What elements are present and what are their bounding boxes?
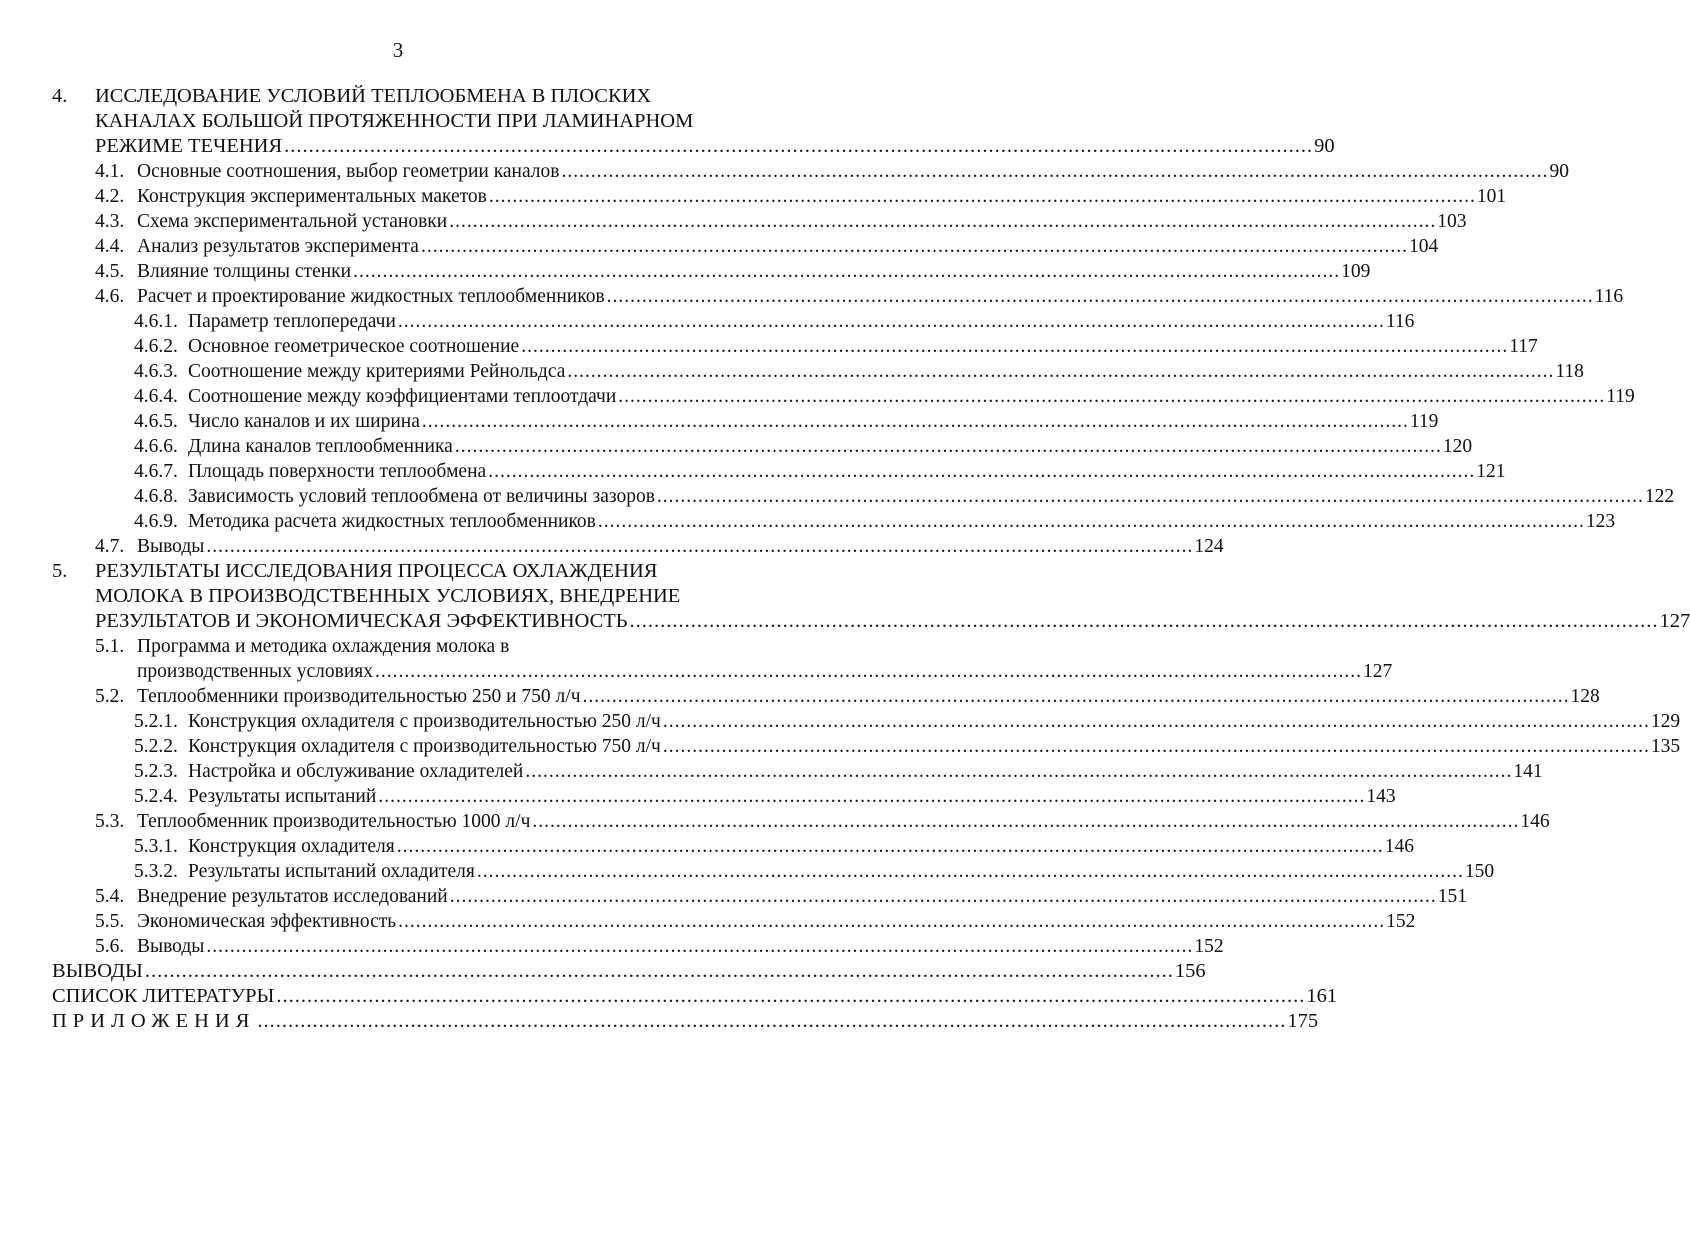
toc-page-number: 124	[1194, 536, 1224, 557]
toc-section-number: 5.2.2.	[134, 736, 178, 757]
toc-page-number: 103	[1437, 211, 1467, 232]
toc-chapter-title: РЕЗУЛЬТАТЫ ИССЛЕДОВАНИЯ ПРОЦЕССА ОХЛАЖДЕНИЯ	[95, 560, 658, 582]
toc-entry-5-5	[52, 909, 1416, 934]
toc-chapter-5-line2	[52, 584, 752, 609]
toc-chapter-4-line3	[52, 134, 1335, 159]
toc-entry-leader	[137, 259, 1371, 284]
toc-entry-title: Основное геометрическое соотношение	[188, 336, 520, 357]
toc-entry-leader	[137, 184, 1507, 209]
toc-entry-title: Результаты испытаний	[188, 786, 377, 807]
toc-section-number: 5.2.4.	[134, 786, 178, 807]
leader-dots: ........................................................................................................................................................................	[257, 1010, 1287, 1032]
toc-page-number: 119	[1409, 411, 1439, 432]
leader-dots: ........................................................................................................................................................................	[662, 736, 1650, 757]
toc-entry-title: Параметр теплопередачи	[188, 311, 396, 332]
table-of-contents	[52, 84, 1690, 1034]
toc-section-number: 4.6.6.	[134, 436, 178, 457]
toc-page-number: 175	[1287, 1010, 1319, 1032]
toc-page-number: 122	[1644, 486, 1675, 507]
toc-section-number: 4.6.2.	[134, 336, 178, 357]
toc-entry-5-6	[52, 934, 1224, 959]
toc-entry-title: ВЫВОДЫ	[52, 960, 143, 982]
toc-chapter-4-line2	[52, 109, 752, 134]
toc-entry-title: Расчет и проектирование жидкостных теплообменников	[137, 286, 605, 307]
toc-entry-title: Соотношение между коэффициентами теплоотдачи	[188, 386, 617, 407]
leader-dots: ........................................................................................................................................................................	[397, 311, 1385, 332]
toc-section-number: 4.1.	[95, 161, 125, 182]
toc-entry-title: Программа и методика охлаждения молока в	[137, 636, 510, 657]
toc-page-number: 161	[1306, 985, 1338, 1007]
leader-dots: ........................................................................................................................................................................	[561, 161, 1549, 182]
leader-dots: ........................................................................................................................................................................	[488, 186, 1476, 207]
toc-entry-title: Площадь поверхности теплообмена	[188, 461, 487, 482]
toc-section-number: 4.2.	[95, 186, 125, 207]
toc-chapter-title: РЕЖИМЕ ТЕЧЕНИЯ	[95, 135, 283, 157]
toc-entry-title: Схема экспериментальной установки	[137, 211, 448, 232]
toc-entry-4-6-7	[52, 459, 1506, 484]
toc-page-number: 109	[1341, 261, 1371, 282]
toc-page-number: 141	[1513, 761, 1543, 782]
toc-entry-leader	[137, 234, 1439, 259]
toc-entry-5-2-3	[52, 759, 1543, 784]
toc-section-number: 4.5.	[95, 261, 125, 282]
toc-entry-title: Результаты испытаний охладителя	[188, 861, 475, 882]
toc-entry-5-1-line1	[52, 634, 752, 659]
leader-dots: ........................................................................................................................................................................	[532, 811, 1520, 832]
leader-dots: ........................................................................................................................................................................	[521, 336, 1509, 357]
toc-entry-leader	[188, 359, 1584, 384]
toc-entry-4-1	[52, 159, 1569, 184]
toc-entry-title: Конструкция охладителя	[188, 836, 395, 857]
toc-entry-leader	[188, 734, 1681, 759]
toc-entry-5-2-4	[52, 784, 1396, 809]
toc-section-number: 4.6.	[95, 286, 125, 307]
toc-entry-leader	[137, 909, 1416, 934]
toc-entry-title: Теплообменники производительностью 250 и 750 л/ч	[137, 686, 581, 707]
toc-page-number: 152	[1386, 911, 1416, 932]
leader-dots: ........................................................................................................................................................................	[618, 386, 1606, 407]
toc-entry-title: Конструкция экспериментальных макетов	[137, 186, 487, 207]
toc-entry-title: ПРИЛОЖЕНИЯ	[52, 1010, 256, 1032]
leader-dots: ........................................................................................................................................................................	[284, 135, 1314, 157]
toc-entry-title: Анализ результатов эксперимента	[137, 236, 419, 257]
leader-dots: ........................................................................................................................................................................	[606, 286, 1594, 307]
toc-entry-4-6-1	[52, 309, 1415, 334]
toc-entry-leader	[137, 884, 1467, 909]
toc-entry-leader	[188, 384, 1635, 409]
leader-dots: ........................................................................................................................................................................	[206, 536, 1194, 557]
toc-section-number: 4.6.3.	[134, 361, 178, 382]
toc-page-number: 143	[1366, 786, 1396, 807]
toc-entry-title: Выводы	[137, 536, 205, 557]
toc-chapter-title: МОЛОКА В ПРОИЗВОДСТВЕННЫХ УСЛОВИЯХ, ВНЕДРЕНИЕ	[95, 585, 681, 607]
leader-dots: ........................................................................................................................................................................	[276, 985, 1306, 1007]
leader-dots: ........................................................................................................................................................................	[597, 511, 1585, 532]
toc-entry-leader	[52, 1009, 1319, 1034]
leader-dots: ........................................................................................................................................................................	[656, 486, 1644, 507]
toc-page-number: 101	[1476, 186, 1507, 207]
toc-entry-leader	[188, 459, 1506, 484]
toc-entry-title: Настройка и обслуживание охладителей	[188, 761, 524, 782]
leader-dots: ........................................................................................................................................................................	[582, 686, 1570, 707]
toc-entry-leader	[188, 709, 1681, 734]
toc-entry-title: Теплообменник производительностью 1000 л/ч	[137, 811, 531, 832]
toc-page-number: 146	[1520, 811, 1550, 832]
toc-page-number: 151	[1437, 886, 1467, 907]
toc-entry-leader	[137, 534, 1224, 559]
toc-entry-leader	[137, 684, 1600, 709]
toc-entry-title: Конструкция охладителя с производительностью 750 л/ч	[188, 736, 661, 757]
toc-entry-4-7	[52, 534, 1224, 559]
toc-entry-leader	[188, 484, 1675, 509]
page-number: 3	[392, 38, 404, 62]
toc-section-number: 5.1.	[95, 636, 125, 657]
toc-entry-4-6-5	[52, 409, 1439, 434]
toc-chapter-title: РЕЗУЛЬТАТОВ И ЭКОНОМИЧЕСКАЯ ЭФФЕКТИВНОСТЬ	[95, 610, 628, 632]
toc-section-number: 4.3.	[95, 211, 125, 232]
toc-entry-title: Конструкция охладителя с производительностью 250 л/ч	[188, 711, 661, 732]
toc-page-number: 116	[1594, 286, 1624, 307]
toc-page-number: 123	[1585, 511, 1616, 532]
toc-entry-title: Внедрение результатов исследований	[137, 886, 448, 907]
toc-entry-title: Экономическая эффективность	[137, 911, 397, 932]
toc-entry-leader	[137, 659, 1393, 684]
toc-section-number: 4.4.	[95, 236, 125, 257]
leader-dots: ........................................................................................................................................................................	[375, 661, 1363, 682]
leader-dots: ........................................................................................................................................................................	[421, 411, 1409, 432]
toc-entry-leader	[52, 959, 1206, 984]
toc-chapter-5-line3	[52, 609, 1690, 634]
toc-page-number: 127	[1363, 661, 1393, 682]
toc-section-number: 4.6.9.	[134, 511, 178, 532]
toc-page-number: 135	[1650, 736, 1681, 757]
toc-entry-title: Число каналов и их ширина	[188, 411, 420, 432]
toc-chapter-title: ИССЛЕДОВАНИЕ УСЛОВИЙ ТЕПЛООБМЕНА В ПЛОСКИХ	[95, 85, 652, 107]
toc-page-number: 90	[1314, 135, 1335, 157]
toc-entry-leader	[188, 759, 1543, 784]
toc-entry-5-3-2	[52, 859, 1495, 884]
toc-entry-leader	[188, 434, 1473, 459]
toc-entry-title: СПИСОК ЛИТЕРАТУРЫ	[52, 985, 275, 1007]
leader-dots: ........................................................................................................................................................................	[206, 936, 1194, 957]
toc-section-number: 4.7.	[95, 536, 125, 557]
leader-dots: ........................................................................................................................................................................	[454, 436, 1442, 457]
leader-dots: ........................................................................................................................................................................	[420, 236, 1408, 257]
toc-entry-title: Методика расчета жидкостных теплообменников	[188, 511, 596, 532]
toc-page-number: 119	[1606, 386, 1635, 407]
toc-section-number: 5.3.1.	[134, 836, 178, 857]
toc-chapter-5-line1	[52, 559, 752, 584]
toc-entry-title: Влияние толщины стенки	[137, 261, 352, 282]
toc-entry-4-6-4	[52, 384, 1635, 409]
toc-section-number: 5.2.3.	[134, 761, 178, 782]
toc-entry-4-6-8	[52, 484, 1675, 509]
toc-entry-4-6-3	[52, 359, 1584, 384]
toc-entry-4-5	[52, 259, 1371, 284]
toc-entry-appendices	[52, 1009, 1319, 1034]
toc-entry-leader	[137, 284, 1624, 309]
toc-entry-leader	[137, 159, 1569, 184]
toc-page-number: 128	[1570, 686, 1600, 707]
toc-entry-leader	[188, 409, 1439, 434]
toc-page-number: 121	[1476, 461, 1506, 482]
toc-chapter-number: 4.	[52, 85, 68, 107]
toc-section-number: 5.3.2.	[134, 861, 178, 882]
toc-entry-leader	[95, 134, 1335, 159]
toc-page-number: 129	[1650, 711, 1681, 732]
toc-entry-4-6-2	[52, 334, 1538, 359]
toc-entry-5-2-2	[52, 734, 1681, 759]
toc-entry-leader	[188, 334, 1538, 359]
toc-entry-leader	[137, 809, 1550, 834]
leader-dots: ........................................................................................................................................................................	[567, 361, 1555, 382]
toc-entry-references	[52, 984, 1338, 1009]
toc-section-number: 4.6.1.	[134, 311, 178, 332]
toc-entry-leader	[52, 984, 1338, 1009]
toc-section-number: 5.5.	[95, 911, 125, 932]
toc-entry-5-1-line2	[52, 659, 1393, 684]
toc-entry-4-6-9	[52, 509, 1616, 534]
toc-entry-4-6-6	[52, 434, 1473, 459]
leader-dots: ........................................................................................................................................................................	[378, 786, 1366, 807]
toc-page-number: 104	[1408, 236, 1439, 257]
toc-entry-5-4	[52, 884, 1467, 909]
toc-page-number: 150	[1464, 861, 1495, 882]
leader-dots: ........................................................................................................................................................................	[449, 211, 1437, 232]
toc-page-number: 90	[1549, 161, 1569, 182]
toc-entry-leader	[188, 834, 1414, 859]
leader-dots: ........................................................................................................................................................................	[488, 461, 1476, 482]
toc-entry-4-2	[52, 184, 1507, 209]
toc-page-number: 120	[1442, 436, 1473, 457]
toc-entry-4-4	[52, 234, 1439, 259]
toc-entry-title: Соотношение между критериями Рейнольдса	[188, 361, 566, 382]
toc-page-number: 118	[1555, 361, 1584, 382]
toc-section-number: 5.2.	[95, 686, 125, 707]
leader-dots: ........................................................................................................................................................................	[353, 261, 1341, 282]
toc-page-number: 156	[1174, 960, 1206, 982]
toc-entry-5-3-1	[52, 834, 1414, 859]
toc-entry-5-3	[52, 809, 1550, 834]
toc-entry-leader	[188, 509, 1616, 534]
leader-dots: ........................................................................................................................................................................	[144, 960, 1174, 982]
leader-dots: ........................................................................................................................................................................	[662, 711, 1650, 732]
toc-section-number: 5.3.	[95, 811, 125, 832]
toc-entry-title: Длина каналов теплообменника	[188, 436, 453, 457]
leader-dots: ........................................................................................................................................................................	[525, 761, 1513, 782]
toc-entry-leader	[188, 309, 1415, 334]
leader-dots: ........................................................................................................................................................................	[449, 886, 1437, 907]
toc-entry-title: Выводы	[137, 936, 205, 957]
toc-entry-5-2-1	[52, 709, 1681, 734]
toc-chapter-number: 5.	[52, 560, 68, 582]
toc-page-number: 127	[1659, 610, 1690, 632]
toc-page-number: 152	[1194, 936, 1224, 957]
toc-entry-title: Зависимость условий теплообмена от величины зазоров	[188, 486, 655, 507]
toc-entry-title: Основные соотношения, выбор геометрии каналов	[137, 161, 560, 182]
leader-dots: ........................................................................................................................................................................	[476, 861, 1464, 882]
toc-entry-conclusions	[52, 959, 1206, 984]
toc-section-number: 5.6.	[95, 936, 125, 957]
toc-entry-leader	[137, 209, 1467, 234]
toc-section-number: 4.6.4.	[134, 386, 178, 407]
toc-entry-leader	[137, 934, 1224, 959]
toc-page-number: 116	[1385, 311, 1415, 332]
toc-entry-leader	[95, 609, 1690, 634]
toc-section-number: 5.2.1.	[134, 711, 178, 732]
toc-entry-4-6	[52, 284, 1624, 309]
toc-section-number: 4.6.5.	[134, 411, 178, 432]
leader-dots: ........................................................................................................................................................................	[629, 610, 1659, 632]
toc-entry-leader	[188, 859, 1495, 884]
leader-dots: ........................................................................................................................................................................	[398, 911, 1386, 932]
leader-dots: ........................................................................................................................................................................	[396, 836, 1384, 857]
toc-chapter-4-line1	[52, 84, 752, 109]
toc-entry-leader	[188, 784, 1396, 809]
toc-section-number: 4.6.8.	[134, 486, 178, 507]
toc-entry-5-2	[52, 684, 1600, 709]
toc-page-number: 146	[1384, 836, 1414, 857]
toc-entry-title: производственных условиях	[137, 661, 374, 682]
toc-page-number: 117	[1509, 336, 1538, 357]
toc-chapter-title: КАНАЛАХ БОЛЬШОЙ ПРОТЯЖЕННОСТИ ПРИ ЛАМИНАРНОМ	[95, 110, 694, 132]
toc-entry-4-3	[52, 209, 1467, 234]
toc-section-number: 5.4.	[95, 886, 125, 907]
toc-section-number: 4.6.7.	[134, 461, 178, 482]
